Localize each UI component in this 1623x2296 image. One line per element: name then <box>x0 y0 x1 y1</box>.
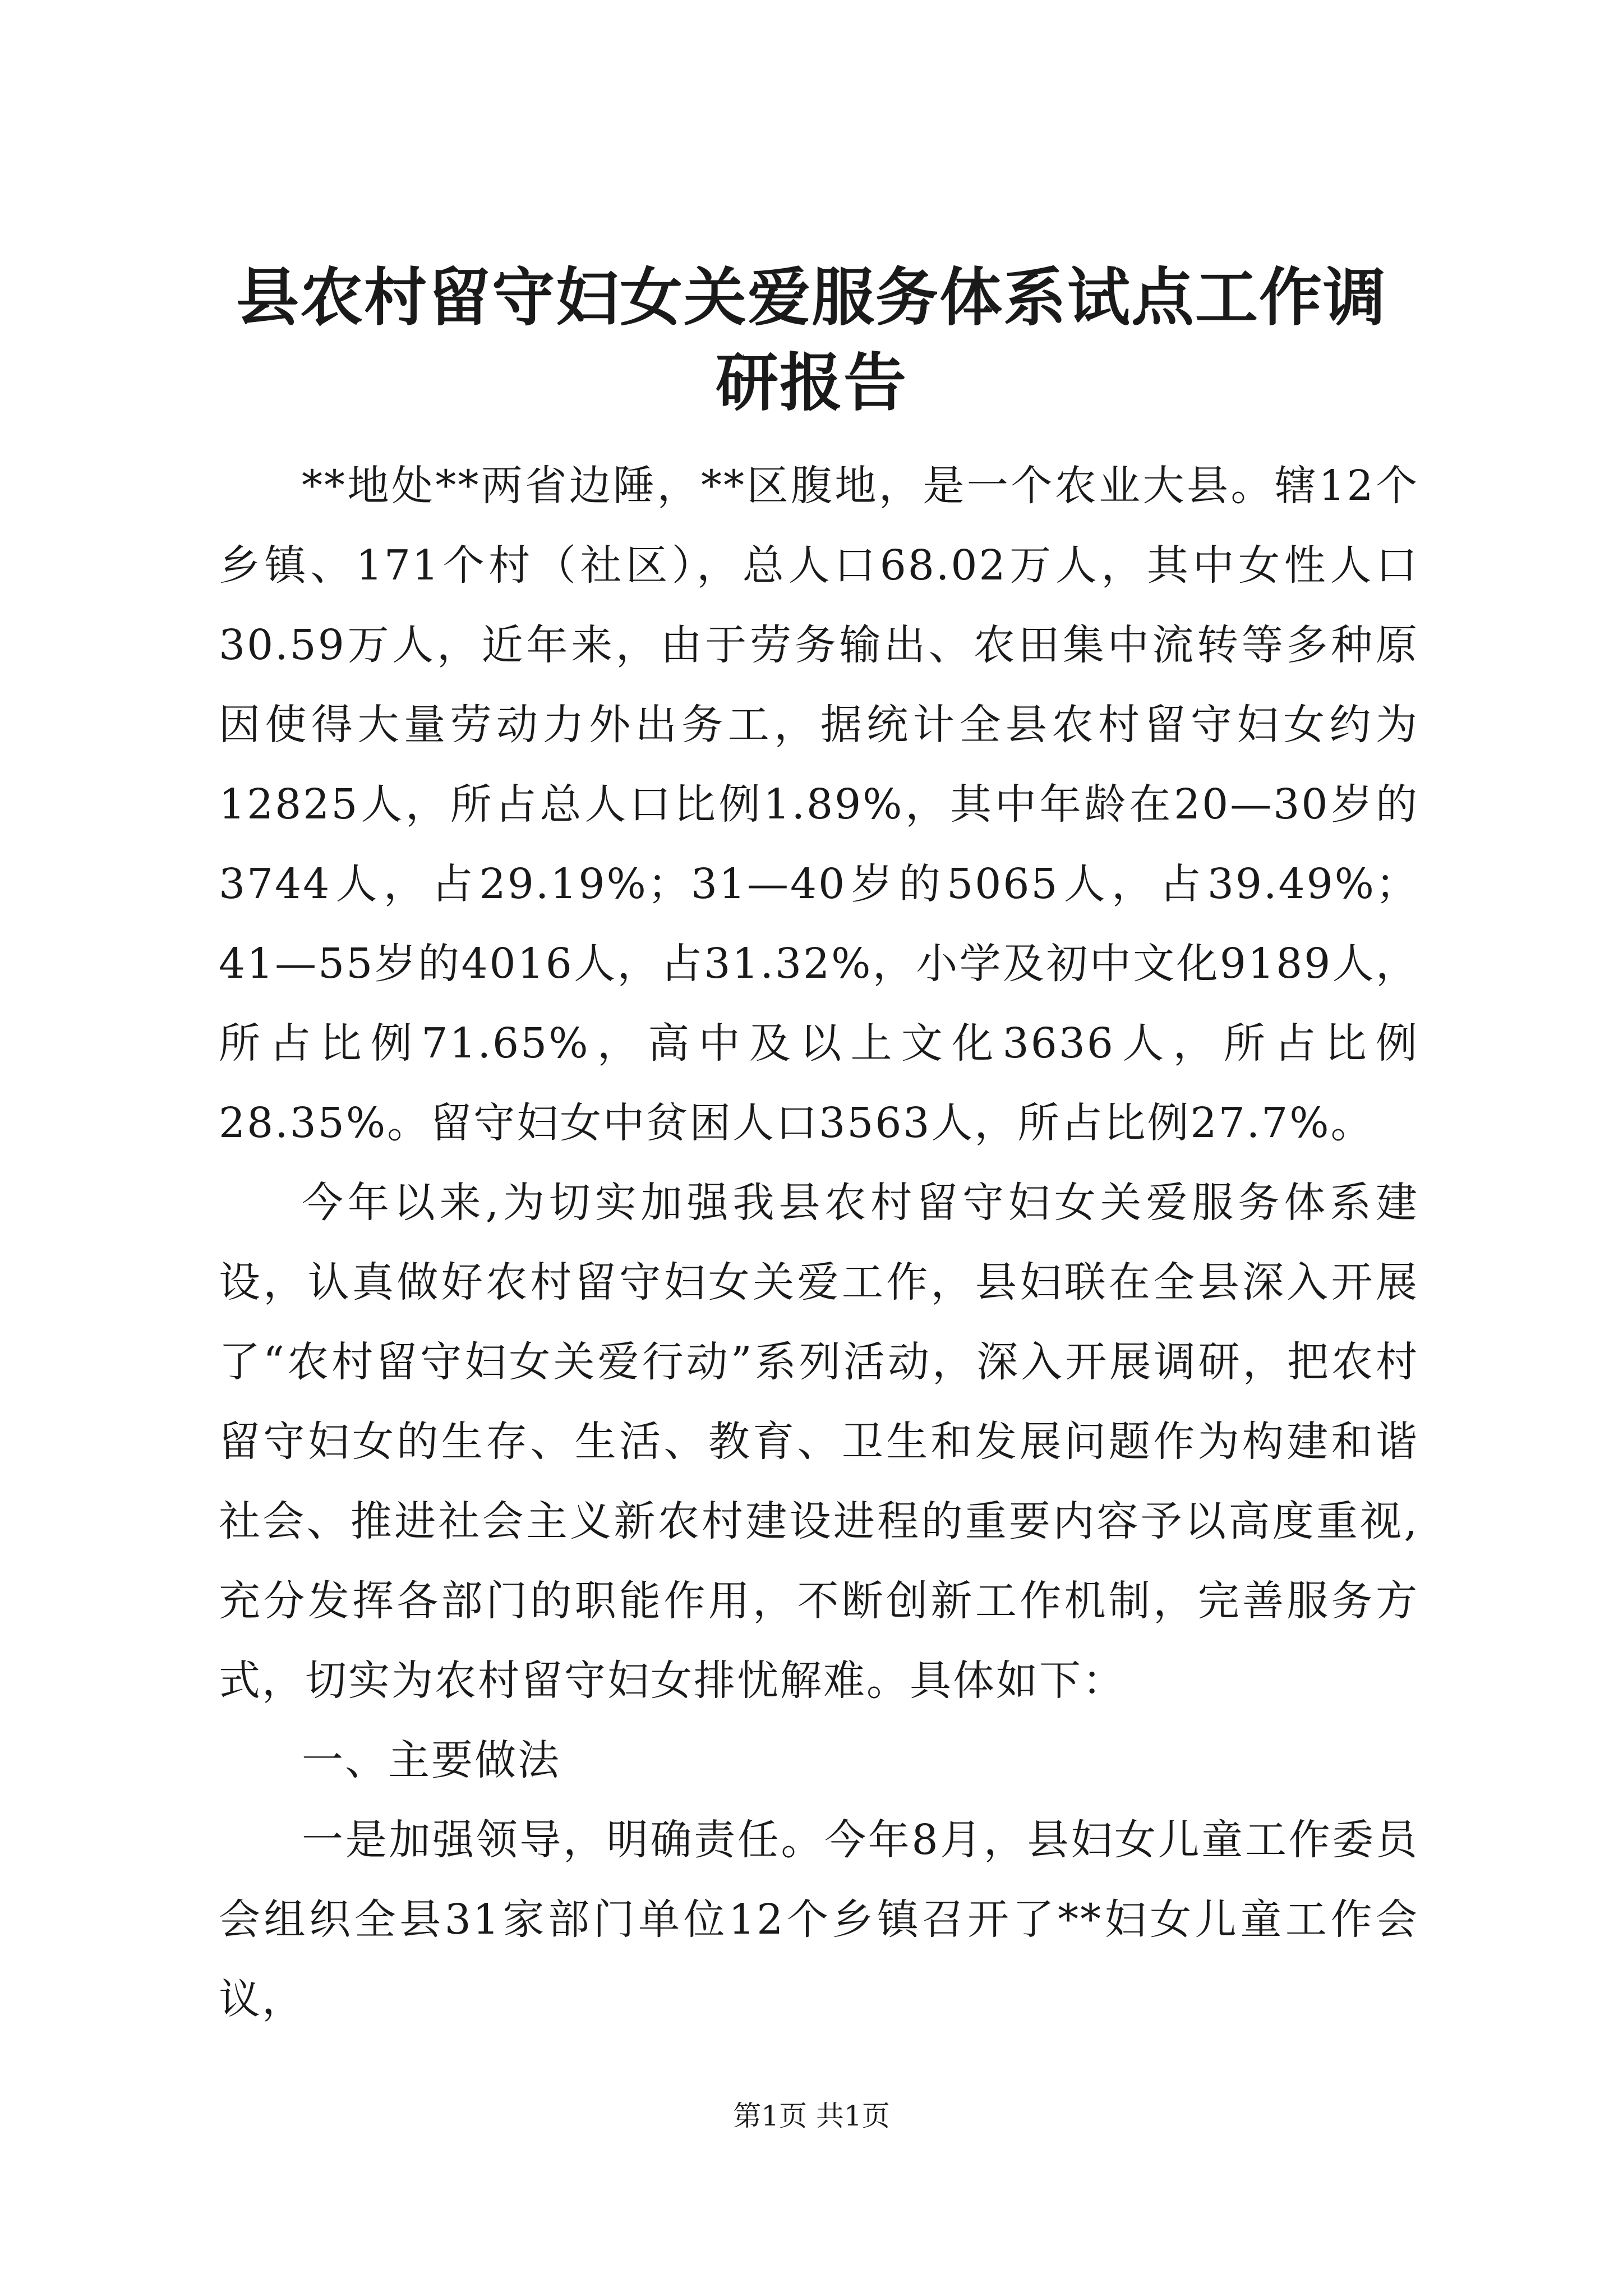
section-heading-main-practices: 一、主要做法 <box>302 1736 561 1784</box>
document-body <box>219 446 1419 2039</box>
page-footer: 第1页 共1页 <box>733 2100 890 2132</box>
paragraph-overview: **地处**两省边陲，**区腹地，是一个农业大县。辖12个乡镇、171个村（社区），总人口68.02万人，其中女性人口30.59万人，近年来，由于劳务输出、农田集中流转等多种原因使得大量劳动力外出务工，据统计全县农村留守妇女约为12825人，所占总人口比例1.89%，其中年龄在20—30岁的3744人，占29.19%；31—40岁的5065人，占39.49%；41—55岁的4016人，占31.32%，小学及初中文化9189人，所占比例71.65%，高中及以上文化3636人，所占比例28.35%。留守妇女中贫困人口3563人，所占比例27.7%。 <box>219 462 1419 1147</box>
paragraph-background: 今年以来,为切实加强我县农村留守妇女关爱服务体系建设，认真做好农村留守妇女关爱工作，县妇联在全县深入开展了“农村留守妇女关爱行动”系列活动，深入开展调研，把农村留守妇女的生存、生活、教育、卫生和发展问题作为构建和谐社会、推进社会主义新农村建设进程的重要内容予以高度重视,充分发挥各部门的职能作用，不断创新工作机制，完善服务方式，切实为农村留守妇女排忧解难。具体如下： <box>219 1179 1419 1705</box>
paragraph-leadership: 一是加强领导，明确责任。今年8月，县妇女儿童工作委员会组织全县31家部门单位12个乡镇召开了**妇女儿童工作会议， <box>219 1816 1419 2023</box>
document-title: 县农村留守妇女关爱服务体系试点工作调研报告 <box>236 261 1387 420</box>
